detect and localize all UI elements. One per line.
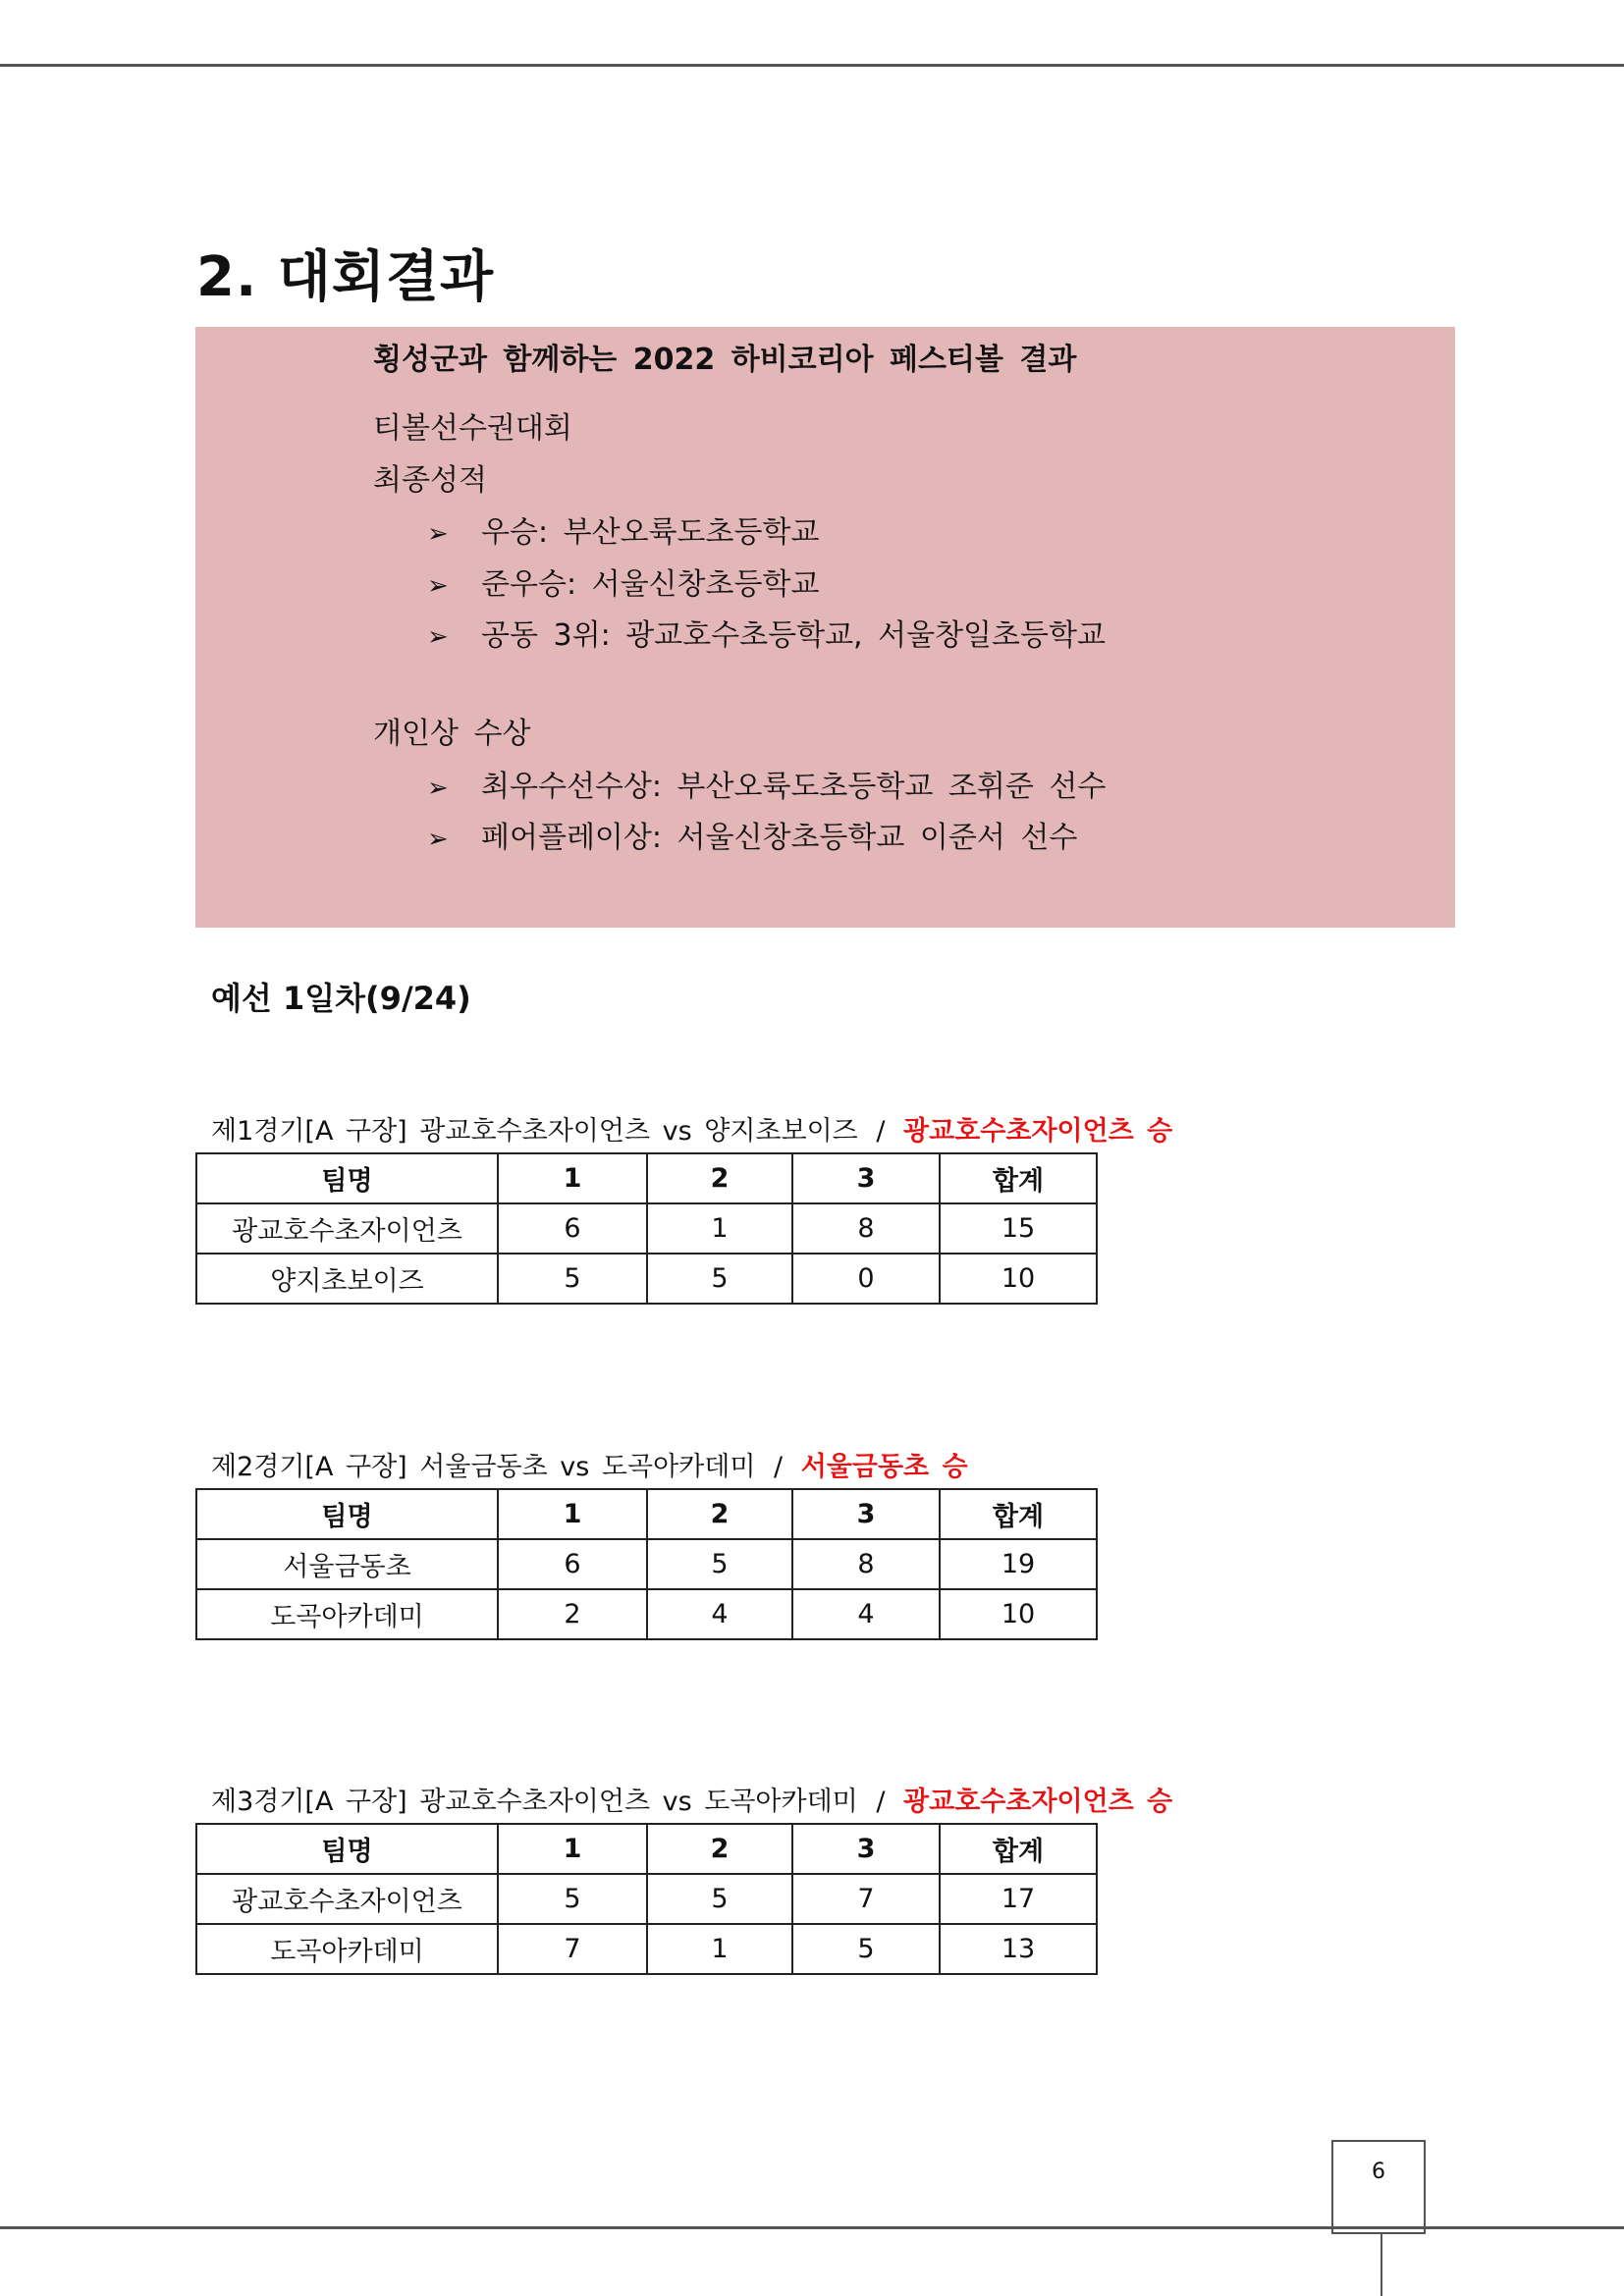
- team-name: 도곡아카데미: [196, 1924, 498, 1974]
- column-header: 합계: [940, 1824, 1097, 1874]
- game-matchup: 제2경기[A 구장] 서울금동초 vs 도곡아카데미: [211, 1452, 756, 1482]
- team-name: 광교호수초자이언츠: [196, 1203, 498, 1254]
- final-results-label: 최종성적: [373, 463, 487, 498]
- column-header: 2: [647, 1489, 792, 1539]
- page-number-stem: [1380, 2234, 1382, 2296]
- total-score: 10: [940, 1254, 1097, 1304]
- inning-score: 4: [647, 1589, 792, 1639]
- column-header: 3: [792, 1824, 940, 1874]
- table-row: [196, 1539, 1097, 1589]
- game-matchup: 제1경기[A 구장] 광교호수초자이언츠 vs 양지초보이즈: [211, 1116, 858, 1147]
- game-winner: 광교호수초자이언츠 승: [903, 1787, 1173, 1817]
- column-header: 합계: [940, 1153, 1097, 1203]
- separator: /: [876, 1787, 886, 1817]
- result-item-text: 우승: 부산오륙도초등학교: [481, 515, 820, 550]
- score-table: [195, 1488, 1098, 1640]
- table-row: [196, 1254, 1097, 1304]
- inning-score: 5: [647, 1874, 792, 1924]
- score-table: [195, 1823, 1098, 1975]
- result-item: [427, 560, 819, 603]
- inning-score: 1: [647, 1203, 792, 1254]
- table-row: [196, 1589, 1097, 1639]
- game-title: [211, 1109, 1172, 1148]
- inning-score: 0: [792, 1254, 940, 1304]
- arrow-bullet-icon: ➢: [427, 571, 449, 601]
- inning-score: 6: [498, 1203, 647, 1254]
- game-winner: 서울금동초 승: [800, 1452, 968, 1482]
- team-name: 광교호수초자이언츠: [196, 1874, 498, 1924]
- inning-score: 2: [498, 1589, 647, 1639]
- event-name: 티볼선수권대회: [373, 411, 572, 446]
- column-header: 팀명: [196, 1824, 498, 1874]
- total-score: 17: [940, 1874, 1097, 1924]
- award-item-text: 페어플레이상: 서울신창초등학교 이준서 선수: [481, 821, 1078, 855]
- total-score: 10: [940, 1589, 1097, 1639]
- inning-score: 5: [792, 1924, 940, 1974]
- game-title: [211, 1780, 1172, 1818]
- inning-score: 6: [498, 1539, 647, 1589]
- inning-score: 7: [792, 1874, 940, 1924]
- day-subheading: 예선 1일차(9/24): [211, 980, 471, 1017]
- score-table: [195, 1152, 1098, 1305]
- table-header-row: [196, 1824, 1097, 1874]
- inning-score: 8: [792, 1203, 940, 1254]
- inning-score: 8: [792, 1539, 940, 1589]
- team-name: 도곡아카데미: [196, 1589, 498, 1639]
- summary-title: 횡성군과 함께하는 2022 하비코리아 페스티볼 결과: [373, 343, 1077, 377]
- result-item: [427, 507, 819, 551]
- award-item: [427, 813, 1077, 856]
- table-header-row: [196, 1153, 1097, 1203]
- game-matchup: 제3경기[A 구장] 광교호수초자이언츠 vs 도곡아카데미: [211, 1787, 858, 1817]
- arrow-bullet-icon: ➢: [427, 825, 449, 854]
- table-header-row: [196, 1489, 1097, 1539]
- arrow-bullet-icon: ➢: [427, 774, 449, 803]
- result-item: [427, 611, 1106, 654]
- section-heading: 2. 대회결과: [196, 245, 495, 309]
- result-item-text: 공동 3위: 광교호수초등학교, 서울창일초등학교: [481, 618, 1106, 653]
- arrow-bullet-icon: ➢: [427, 519, 449, 549]
- total-score: 15: [940, 1203, 1097, 1254]
- column-header: 1: [498, 1489, 647, 1539]
- inning-score: 7: [498, 1924, 647, 1974]
- arrow-bullet-icon: ➢: [427, 622, 449, 652]
- column-header: 팀명: [196, 1489, 498, 1539]
- total-score: 19: [940, 1539, 1097, 1589]
- results-summary-box: [195, 327, 1455, 928]
- column-header: 합계: [940, 1489, 1097, 1539]
- page-number: 6: [1331, 2140, 1426, 2234]
- column-header: 2: [647, 1153, 792, 1203]
- award-item: [427, 762, 1106, 805]
- total-score: 13: [940, 1924, 1097, 1974]
- result-item-text: 준우승: 서울신창초등학교: [481, 567, 820, 602]
- table-row: [196, 1874, 1097, 1924]
- inning-score: 5: [498, 1254, 647, 1304]
- column-header: 팀명: [196, 1153, 498, 1203]
- game-title: [211, 1445, 968, 1483]
- inning-score: 5: [647, 1254, 792, 1304]
- team-name: 서울금동초: [196, 1539, 498, 1589]
- game-winner: 광교호수초자이언츠 승: [903, 1116, 1173, 1147]
- bottom-rule: [0, 2226, 1624, 2229]
- column-header: 2: [647, 1824, 792, 1874]
- inning-score: 5: [647, 1539, 792, 1589]
- column-header: 3: [792, 1489, 940, 1539]
- column-header: 1: [498, 1824, 647, 1874]
- awards-label: 개인상 수상: [373, 717, 531, 751]
- team-name: 양지초보이즈: [196, 1254, 498, 1304]
- inning-score: 4: [792, 1589, 940, 1639]
- separator: /: [774, 1452, 784, 1482]
- column-header: 1: [498, 1153, 647, 1203]
- table-row: [196, 1924, 1097, 1974]
- top-rule: [0, 64, 1624, 67]
- separator: /: [876, 1116, 886, 1147]
- column-header: 3: [792, 1153, 940, 1203]
- table-row: [196, 1203, 1097, 1254]
- inning-score: 1: [647, 1924, 792, 1974]
- award-item-text: 최우수선수상: 부산오륙도초등학교 조휘준 선수: [481, 770, 1107, 804]
- inning-score: 5: [498, 1874, 647, 1924]
